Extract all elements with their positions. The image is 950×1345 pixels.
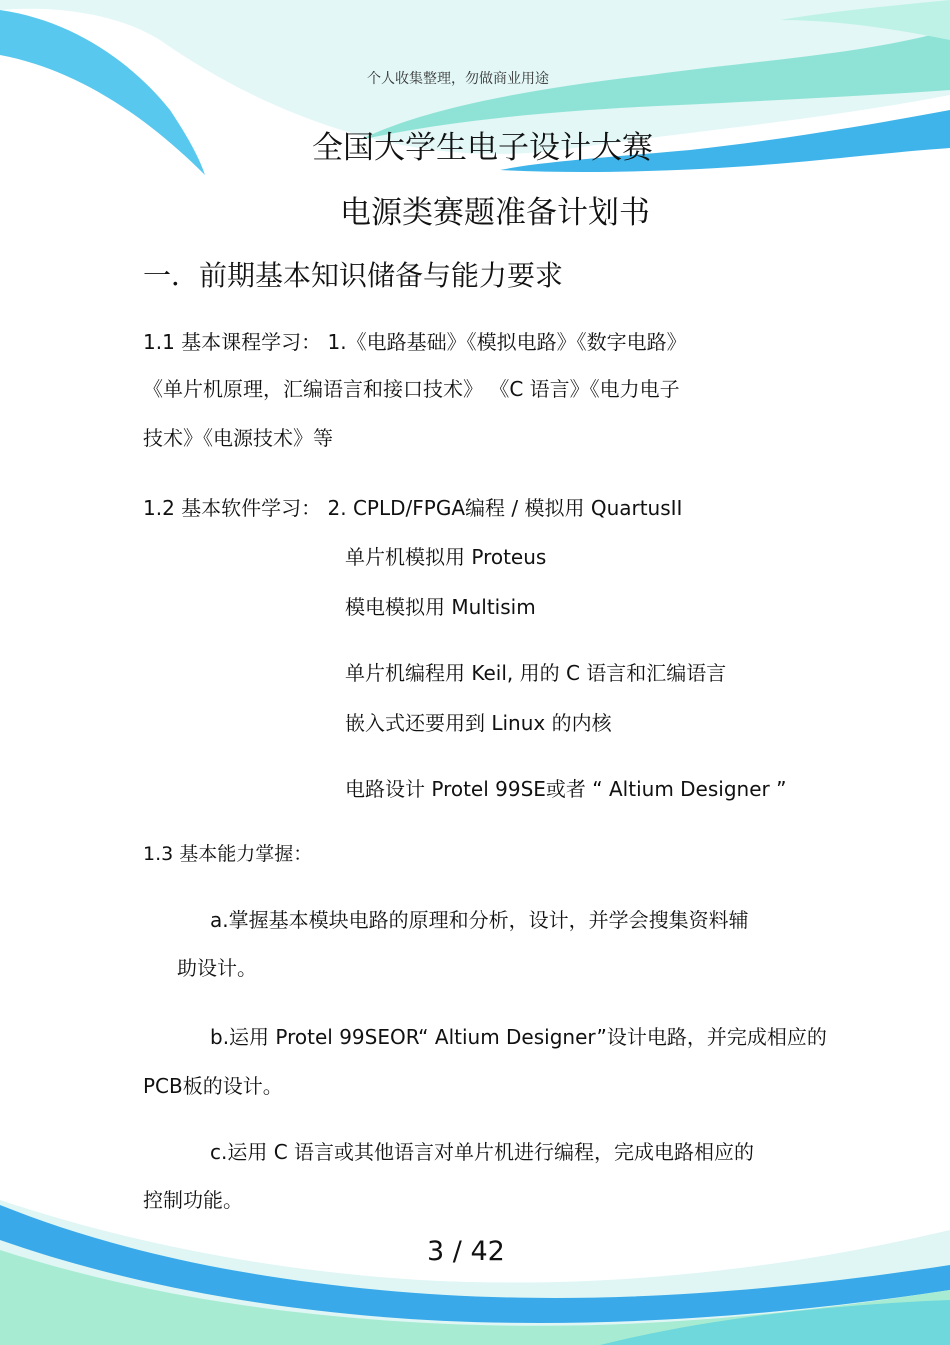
- page-number: 3 / 42: [427, 1236, 505, 1267]
- software-item: 单片机模拟用 Proteus: [345, 545, 547, 569]
- ability-b-line-1: b.运用 Protel 99SEOR“ Altium Designer”设计电路，并完成相应的: [210, 1025, 827, 1049]
- software-item: 电路设计 Protel 99SE或者 “ Altium Designer ”: [345, 777, 787, 801]
- ability-a-line-2: 助设计。: [177, 956, 257, 980]
- courses-line-1: 1.1 基本课程学习： 1.《电路基础》《模拟电路》《数字电路》: [143, 330, 687, 354]
- software-item: 单片机编程用 Keil, 用的 C 语言和汇编语言: [345, 661, 727, 685]
- watermark-text: 个人收集整理，勿做商业用途: [367, 71, 549, 87]
- software-line-1: 1.2 基本软件学习： 2. CPLD/FPGA编程 / 模拟用 QuartusII: [143, 496, 683, 520]
- courses-line-2: 《单片机原理，汇编语言和接口技术》 《C 语言》《电力电子: [143, 377, 680, 401]
- abilities-heading: 1.3 基本能力掌握：: [143, 843, 313, 865]
- section-heading: 一．前期基本知识储备与能力要求: [143, 259, 564, 292]
- software-item: 嵌入式还要用到 Linux 的内核: [345, 711, 612, 735]
- ability-a-line-1: a.掌握基本模块电路的原理和分析，设计，并学会搜集资料辅: [210, 908, 749, 932]
- document-subtitle: 电源类赛题准备计划书: [340, 195, 650, 231]
- ability-c-line-2: 控制功能。: [143, 1188, 243, 1212]
- document-title: 全国大学生电子设计大赛: [312, 130, 653, 166]
- ability-b-line-2: PCB板的设计。: [143, 1074, 283, 1098]
- courses-line-3: 技术》《电源技术》等: [143, 426, 333, 450]
- software-item: 模电模拟用 Multisim: [345, 595, 536, 619]
- ability-c-line-1: c.运用 C 语言或其他语言对单片机进行编程，完成电路相应的: [210, 1140, 755, 1164]
